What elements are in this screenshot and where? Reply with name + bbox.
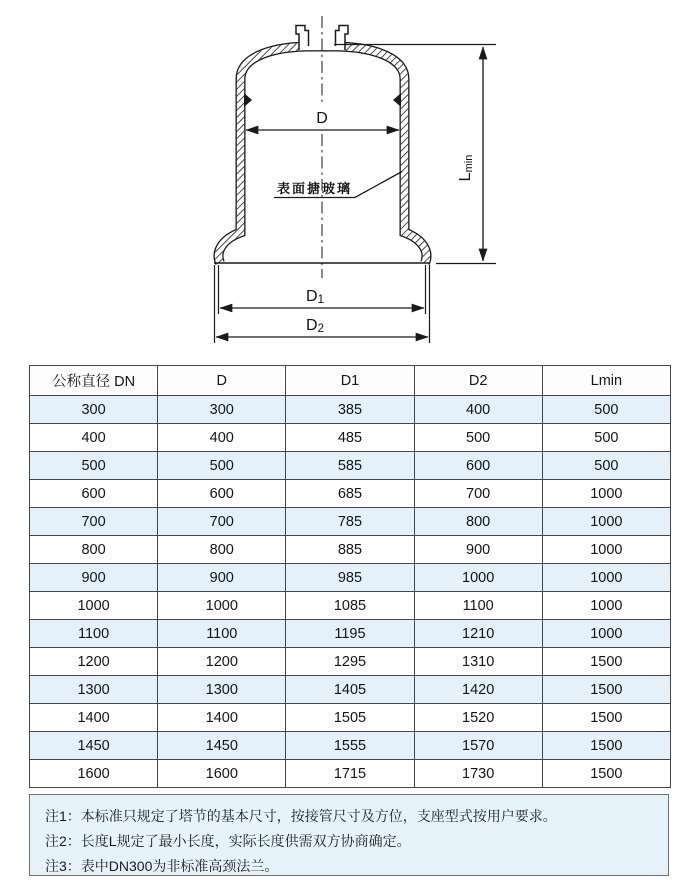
cell-d2: 1210 (414, 620, 542, 648)
header-d: D (158, 366, 286, 396)
cell-d2: 400 (414, 396, 542, 424)
dimension-d-label: D (316, 110, 328, 127)
cell-dn: 500 (30, 452, 158, 480)
cell-d2: 1100 (414, 592, 542, 620)
cell-lmin: 1500 (542, 648, 670, 676)
cell-lmin: 1500 (542, 732, 670, 760)
dimension-d1 (220, 288, 424, 308)
dimension-lmin (334, 45, 496, 264)
header-lmin: Lmin (542, 366, 670, 396)
cell-d: 900 (158, 564, 286, 592)
header-dn: 公称直径 DN (30, 366, 158, 396)
cell-d: 1300 (158, 676, 286, 704)
cell-d2: 900 (414, 536, 542, 564)
cell-lmin: 500 (542, 452, 670, 480)
dimension-table-header (30, 366, 671, 396)
notes-panel (29, 794, 669, 876)
cell-dn: 1200 (30, 648, 158, 676)
cell-lmin: 1000 (542, 536, 670, 564)
cell-d2: 1570 (414, 732, 542, 760)
dimension-d2-label: D2 (306, 317, 324, 335)
dimension-table-body (30, 396, 671, 788)
cell-dn: 1400 (30, 704, 158, 732)
cell-d: 400 (158, 424, 286, 452)
table-row (30, 648, 671, 676)
cell-d1: 685 (286, 480, 414, 508)
cell-d1: 1195 (286, 620, 414, 648)
cell-d: 1200 (158, 648, 286, 676)
cell-lmin: 500 (542, 424, 670, 452)
cell-d1: 1715 (286, 760, 414, 788)
cell-d: 1600 (158, 760, 286, 788)
cell-dn: 1300 (30, 676, 158, 704)
cell-dn: 400 (30, 424, 158, 452)
cell-d2: 1420 (414, 676, 542, 704)
cell-d1: 1295 (286, 648, 414, 676)
cell-d2: 1520 (414, 704, 542, 732)
table-row (30, 480, 671, 508)
cell-dn: 600 (30, 480, 158, 508)
table-row (30, 620, 671, 648)
cell-lmin: 1000 (542, 592, 670, 620)
cell-d1: 885 (286, 536, 414, 564)
surface-note (274, 172, 402, 198)
cell-d1: 985 (286, 564, 414, 592)
cell-dn: 300 (30, 396, 158, 424)
header-row (30, 366, 671, 396)
cell-dn: 800 (30, 536, 158, 564)
note-1: 注1：本标准只规定了塔节的基本尺寸，按接管尺寸及方位，支座型式按用户要求。 (45, 808, 557, 824)
cell-d1: 785 (286, 508, 414, 536)
cell-d2: 600 (414, 452, 542, 480)
cell-d2: 1000 (414, 564, 542, 592)
cell-d2: 500 (414, 424, 542, 452)
cell-d1: 1085 (286, 592, 414, 620)
cell-dn: 1600 (30, 760, 158, 788)
cell-d1: 1505 (286, 704, 414, 732)
cell-dn: 1450 (30, 732, 158, 760)
table-row (30, 676, 671, 704)
table-row (30, 564, 671, 592)
cell-dn: 900 (30, 564, 158, 592)
surface-note-label: 表面搪玻璃 (277, 181, 353, 196)
table-row (30, 396, 671, 424)
cell-dn: 700 (30, 508, 158, 536)
dimension-d (246, 110, 399, 130)
dimension-d1-label: D1 (306, 288, 324, 306)
cell-lmin: 1500 (542, 676, 670, 704)
cell-d1: 385 (286, 396, 414, 424)
table-row (30, 424, 671, 452)
table-row (30, 536, 671, 564)
dimension-lmin-label: Lmin (457, 154, 475, 182)
table-row (30, 732, 671, 760)
cell-d: 1450 (158, 732, 286, 760)
header-d2: D2 (414, 366, 542, 396)
cell-d1: 485 (286, 424, 414, 452)
cell-lmin: 1000 (542, 508, 670, 536)
cell-dn: 1100 (30, 620, 158, 648)
vessel-diagram (0, 0, 700, 358)
table-row (30, 592, 671, 620)
cell-d: 600 (158, 480, 286, 508)
cell-d: 1400 (158, 704, 286, 732)
header-d1: D1 (286, 366, 414, 396)
cell-d: 700 (158, 508, 286, 536)
cell-d2: 700 (414, 480, 542, 508)
dimension-table (29, 365, 671, 788)
cell-d1: 585 (286, 452, 414, 480)
table-row (30, 704, 671, 732)
cell-lmin: 1000 (542, 620, 670, 648)
cell-d: 1100 (158, 620, 286, 648)
cell-lmin: 1500 (542, 760, 670, 788)
cell-lmin: 1000 (542, 480, 670, 508)
cell-dn: 1000 (30, 592, 158, 620)
cell-d2: 800 (414, 508, 542, 536)
cell-lmin: 500 (542, 396, 670, 424)
cell-d2: 1310 (414, 648, 542, 676)
cell-d: 500 (158, 452, 286, 480)
cell-d1: 1405 (286, 676, 414, 704)
dimension-sheet (29, 365, 671, 788)
cell-d: 800 (158, 536, 286, 564)
cell-d: 300 (158, 396, 286, 424)
table-row (30, 452, 671, 480)
table-row (30, 508, 671, 536)
cell-d1: 1555 (286, 732, 414, 760)
cell-lmin: 1000 (542, 564, 670, 592)
dimension-d2 (216, 317, 428, 337)
cell-lmin: 1500 (542, 704, 670, 732)
note-2: 注2：长度L规定了最小长度，实际长度供需双方协商确定。 (45, 833, 411, 849)
cell-d: 1000 (158, 592, 286, 620)
cell-d2: 1730 (414, 760, 542, 788)
note-3: 注3：表中DN300为非标准高颈法兰。 (45, 858, 279, 874)
table-row (30, 760, 671, 788)
